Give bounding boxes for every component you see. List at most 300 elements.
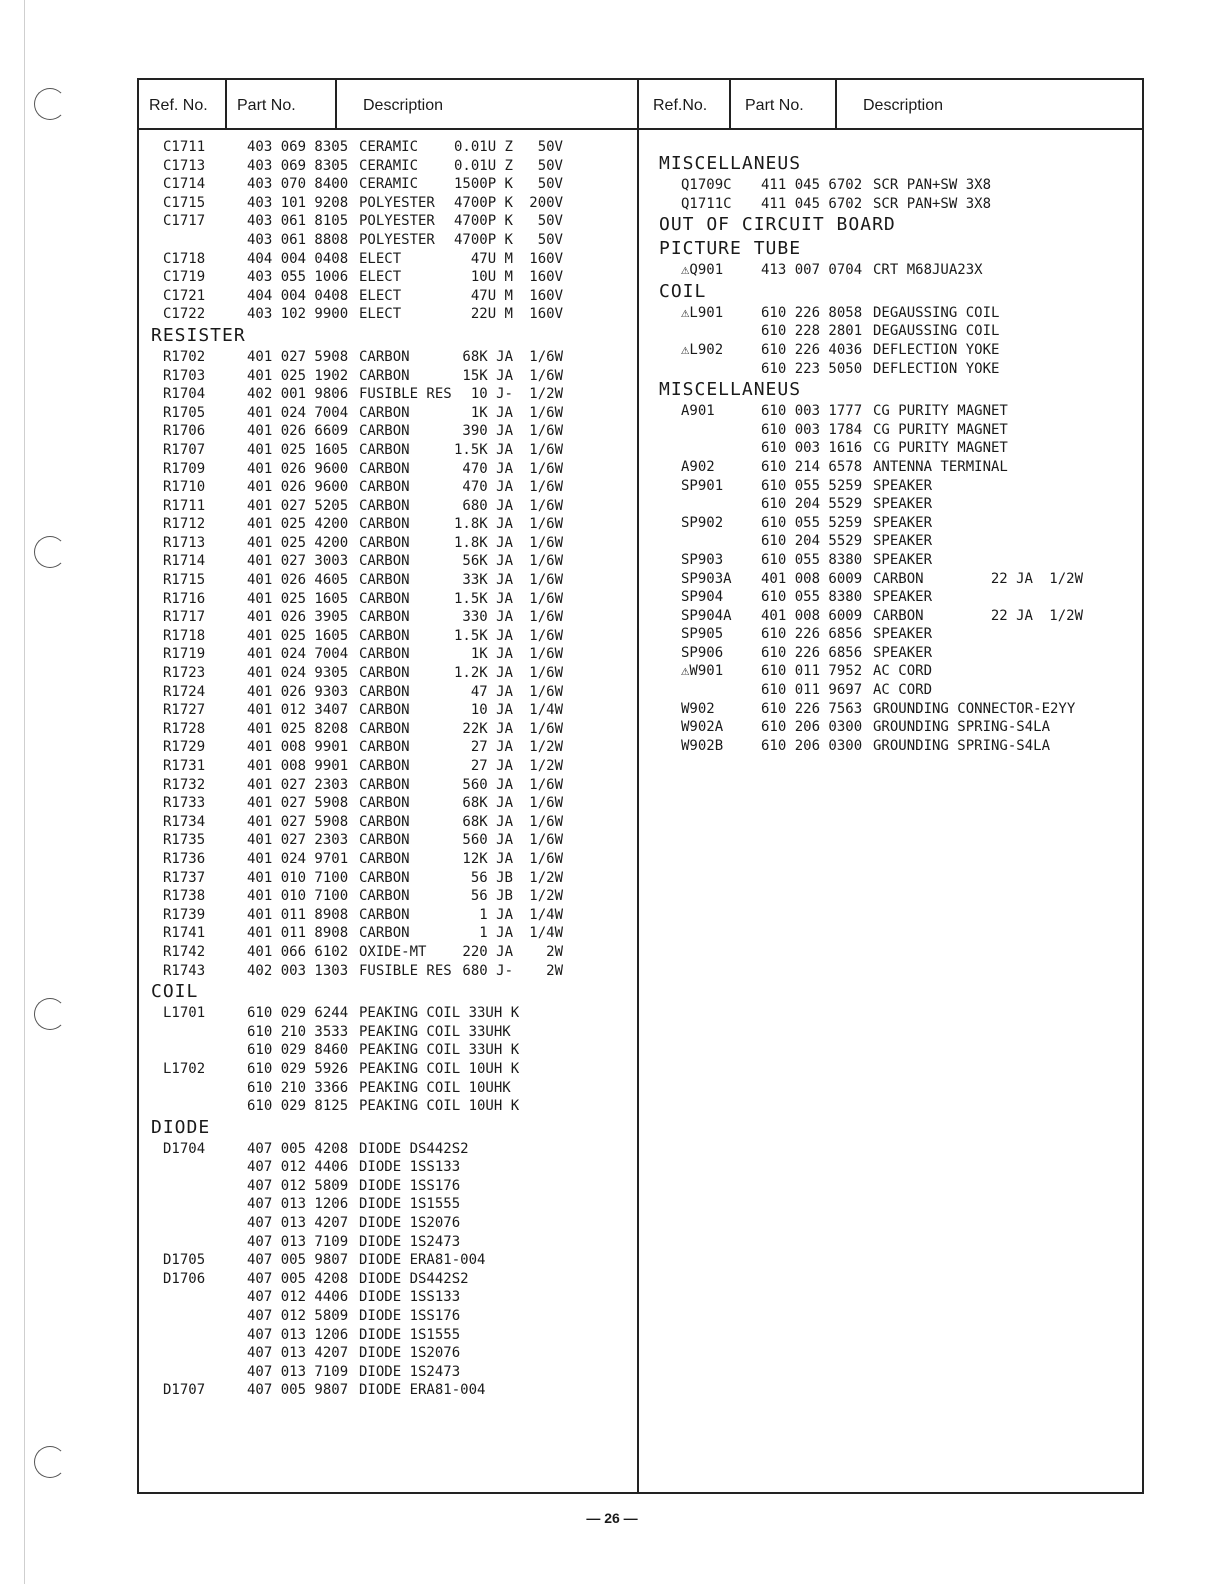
- description: CARBON: [359, 572, 410, 589]
- description: DIODE DS442S2: [359, 1140, 469, 1157]
- part-number: 401 027 2303: [247, 776, 349, 793]
- ref-number: R1734: [163, 813, 206, 830]
- description: POLYESTER: [359, 213, 435, 230]
- part-number: 403 102 9900: [247, 306, 349, 323]
- ref-number: C1722: [163, 306, 206, 323]
- rating: 50V: [537, 213, 563, 230]
- table-header: [139, 80, 1142, 130]
- description: DIODE 1S2076: [359, 1215, 461, 1232]
- list-item: [659, 588, 1139, 607]
- description: DIODE 1S2473: [359, 1363, 461, 1380]
- part-number: 403 069 8305: [247, 157, 349, 174]
- description: DIODE 1S1555: [359, 1326, 461, 1343]
- rating: 1/6W: [529, 832, 563, 849]
- value: 22 JA: [990, 570, 1033, 587]
- description: CARBON: [359, 888, 410, 905]
- description: DIODE ERA81-004: [359, 1382, 486, 1399]
- ref-number: SP902: [681, 514, 724, 531]
- punch-hole: [34, 536, 66, 568]
- section-heading: OUT OF CIRCUIT BOARD: [659, 214, 896, 236]
- part-number: 401 025 1605: [247, 441, 349, 458]
- list-item: [151, 1079, 631, 1098]
- list-item: [659, 360, 1139, 379]
- description: SPEAKER: [873, 496, 933, 513]
- value: 330 JA: [462, 609, 513, 626]
- value: 1 JA: [479, 925, 513, 942]
- part-number: 610 029 8125: [247, 1098, 349, 1115]
- list-item: [151, 701, 631, 720]
- rating: 50V: [537, 157, 563, 174]
- rating: 1/6W: [529, 479, 563, 496]
- description: SPEAKER: [873, 626, 933, 643]
- section-heading: PICTURE TUBE: [659, 238, 802, 260]
- ref-number: R1715: [163, 572, 206, 589]
- list-item: [151, 1214, 631, 1233]
- part-number: 407 012 5809: [247, 1308, 349, 1325]
- description: PEAKING COIL 33UH K: [359, 1005, 520, 1022]
- list-item: [151, 348, 631, 367]
- list-item: [151, 460, 631, 479]
- part-number: 401 025 1605: [247, 590, 349, 607]
- part-number: 610 055 5259: [761, 477, 863, 494]
- part-number: 401 026 4605: [247, 572, 349, 589]
- list-item: [659, 341, 1139, 360]
- value: 0.01U Z: [453, 157, 513, 174]
- ref-number: R1706: [163, 423, 206, 440]
- value: 680 J-: [462, 962, 513, 979]
- value: 22 JA: [990, 607, 1033, 624]
- description: CARBON: [359, 925, 410, 942]
- list-item: [151, 831, 631, 850]
- part-number: 413 007 0704: [761, 262, 863, 279]
- part-number: 401 010 7100: [247, 888, 349, 905]
- description: PEAKING COIL 10UH K: [359, 1098, 520, 1115]
- ref-number: R1702: [163, 348, 206, 365]
- list-item: [151, 1307, 631, 1326]
- list-item: [659, 681, 1139, 700]
- description: CARBON: [359, 739, 410, 756]
- list-item: [151, 1097, 631, 1116]
- part-number: 610 029 6244: [247, 1005, 349, 1022]
- description: CARBON: [359, 590, 410, 607]
- description: CARBON: [359, 367, 410, 384]
- part-number: 403 061 8105: [247, 213, 349, 230]
- value: 470 JA: [462, 479, 513, 496]
- part-number: 401 011 8908: [247, 906, 349, 923]
- ref-number: R1704: [163, 386, 206, 403]
- rating: 1/6W: [529, 683, 563, 700]
- value: 0.01U Z: [453, 139, 513, 155]
- part-number: 401 026 9303: [247, 683, 349, 700]
- list-item: [151, 1140, 631, 1159]
- list-item: [151, 1363, 631, 1382]
- value: 1 JA: [479, 906, 513, 923]
- section-heading: MISCELLANEUS: [659, 153, 802, 174]
- part-number: 401 025 1605: [247, 627, 349, 644]
- center-divider: [637, 80, 639, 1494]
- part-number: 403 101 9208: [247, 194, 349, 211]
- list-item: [151, 305, 631, 324]
- part-number: 610 204 5529: [761, 496, 863, 513]
- rating: 1/6W: [529, 441, 563, 458]
- list-item: [151, 813, 631, 832]
- list-item: [151, 1195, 631, 1214]
- rating: 1/6W: [529, 534, 563, 551]
- list-item: [151, 924, 631, 943]
- rating: 1/6W: [529, 460, 563, 477]
- ref-number: R1732: [163, 776, 206, 793]
- value: 1.2K JA: [453, 665, 513, 682]
- description: CARBON: [359, 832, 410, 849]
- value: 1.8K JA: [453, 516, 513, 533]
- ref-number: D1706: [163, 1270, 206, 1287]
- ref-number: R1733: [163, 795, 206, 812]
- list-item: [659, 322, 1139, 341]
- header-desc-left: Description: [363, 97, 444, 114]
- ref-number: D1704: [163, 1140, 206, 1157]
- list-item: [151, 515, 631, 534]
- description: PEAKING COIL 33UHK: [359, 1023, 511, 1040]
- list-item: [659, 625, 1139, 644]
- part-number: 401 008 6009: [761, 570, 863, 587]
- part-number: 401 024 7004: [247, 404, 349, 421]
- part-number: 401 008 9901: [247, 739, 349, 756]
- list-item: [659, 304, 1139, 323]
- description: SCR PAN+SW 3X8: [873, 195, 992, 212]
- list-item: [659, 439, 1139, 458]
- list-item: [151, 943, 631, 962]
- value: 15K JA: [462, 367, 513, 384]
- list-item: [151, 231, 631, 250]
- description: CARBON: [359, 683, 410, 700]
- ref-number: R1707: [163, 441, 206, 458]
- list-item: [659, 514, 1139, 533]
- ref-number: SP904A: [681, 607, 732, 624]
- ref-number: ⚠W901: [681, 663, 724, 680]
- list-item: [151, 404, 631, 423]
- value: 56 JB: [470, 869, 513, 886]
- value: 680 JA: [462, 497, 513, 514]
- part-number: 401 024 9305: [247, 665, 349, 682]
- right-parts-column: [659, 152, 1139, 755]
- description: SPEAKER: [873, 514, 933, 531]
- ref-number: R1712: [163, 516, 206, 533]
- part-number: 610 011 7952: [761, 663, 863, 680]
- ref-number: R1713: [163, 534, 206, 551]
- description: DIODE ERA81-004: [359, 1252, 486, 1269]
- list-item: [659, 662, 1139, 681]
- description: CG PURITY MAGNET: [873, 421, 1008, 438]
- part-number: 401 010 7100: [247, 869, 349, 886]
- description: CARBON: [359, 646, 410, 663]
- ref-number: R1729: [163, 739, 206, 756]
- part-number: 610 003 1777: [761, 403, 863, 420]
- list-item: [151, 534, 631, 553]
- section-heading: COIL: [659, 280, 707, 302]
- part-number: 401 066 6102: [247, 943, 349, 960]
- ref-number: R1703: [163, 367, 206, 384]
- description: POLYESTER: [359, 194, 435, 211]
- ref-number: C1715: [163, 194, 206, 211]
- rating: 1/6W: [529, 795, 563, 812]
- header-ref-left: Ref. No.: [149, 97, 208, 114]
- list-item: [151, 720, 631, 739]
- part-number: 401 025 4200: [247, 534, 349, 551]
- rating: 1/6W: [529, 553, 563, 570]
- header-divider: [729, 80, 731, 128]
- header-divider: [835, 80, 837, 128]
- rating: 1/6W: [529, 850, 563, 867]
- part-number: 610 226 4036: [761, 341, 863, 358]
- description: SCR PAN+SW 3X8: [873, 177, 992, 193]
- value: 56K JA: [462, 553, 513, 570]
- description: CARBON: [359, 758, 410, 774]
- part-number: 401 024 7004: [247, 646, 349, 663]
- part-number: 610 210 3533: [247, 1023, 349, 1040]
- part-number: 407 013 4207: [247, 1345, 349, 1362]
- rating: 2W: [546, 962, 563, 979]
- section-heading: RESISTER: [151, 324, 246, 346]
- part-number: 610 226 8058: [761, 304, 863, 321]
- value: 47 JA: [470, 683, 513, 700]
- ref-number: W902B: [681, 737, 724, 754]
- rating: 1/2W: [529, 888, 563, 905]
- ref-number: R1724: [163, 683, 206, 700]
- part-number: 403 055 1006: [247, 269, 349, 286]
- description: CRT M68JUA23X: [873, 262, 983, 279]
- ref-number: SP905: [681, 626, 724, 643]
- part-number: 610 029 8460: [247, 1042, 349, 1059]
- part-number: 610 223 5050: [761, 360, 863, 377]
- header-part-right: Part No.: [745, 97, 804, 114]
- list-item: [659, 551, 1139, 570]
- list-item: [151, 1004, 631, 1023]
- rating: 1/6W: [529, 348, 563, 365]
- part-number: 407 013 7109: [247, 1233, 349, 1250]
- list-item: [151, 157, 631, 176]
- ref-number: SP906: [681, 644, 724, 661]
- part-number: 407 013 1206: [247, 1196, 349, 1213]
- list-item: [151, 287, 631, 306]
- rating: 1/4W: [529, 925, 563, 942]
- description: GROUNDING CONNECTOR-E2YY: [873, 700, 1076, 717]
- list-item: [151, 1177, 631, 1196]
- ref-number: R1728: [163, 720, 206, 737]
- punch-hole: [34, 1446, 66, 1478]
- value: 1.5K JA: [453, 441, 513, 458]
- ref-number: C1717: [163, 213, 206, 230]
- list-item: [151, 1158, 631, 1177]
- rating: 1/2W: [529, 758, 563, 774]
- list-item: [151, 906, 631, 925]
- value: 470 JA: [462, 460, 513, 477]
- description: CERAMIC: [359, 157, 419, 174]
- part-number: 610 226 6856: [761, 644, 863, 661]
- description: CARBON: [359, 479, 410, 496]
- part-number: 401 008 9901: [247, 758, 349, 774]
- part-number: 404 004 0408: [247, 287, 349, 304]
- list-item: [151, 608, 631, 627]
- value: 1K JA: [470, 646, 513, 663]
- list-item: [151, 962, 631, 981]
- description: FUSIBLE RES: [359, 386, 452, 403]
- description: ELECT: [359, 250, 402, 267]
- list-item: [151, 757, 631, 776]
- left-parts-column: [151, 138, 631, 1400]
- part-number: 401 025 4200: [247, 516, 349, 533]
- rating: 160V: [529, 250, 563, 267]
- ref-number: R1714: [163, 553, 206, 570]
- list-item: [151, 138, 631, 157]
- description: CARBON: [359, 720, 410, 737]
- value: 22K JA: [462, 720, 513, 737]
- ref-number: R1738: [163, 888, 206, 905]
- ref-number: D1705: [163, 1252, 206, 1269]
- ref-number: R1741: [163, 925, 206, 942]
- header-part-left: Part No.: [237, 97, 296, 114]
- list-item: [659, 737, 1139, 756]
- part-number: 610 206 0300: [761, 719, 863, 736]
- rating: 160V: [529, 287, 563, 304]
- section-heading: COIL: [151, 981, 199, 1003]
- description: ANTENNA TERMINAL: [873, 458, 1008, 475]
- part-number: 401 027 5205: [247, 497, 349, 514]
- ref-number: R1718: [163, 627, 206, 644]
- part-number: 402 003 1303: [247, 962, 349, 979]
- ref-number: R1739: [163, 906, 206, 923]
- ref-number: C1718: [163, 250, 206, 267]
- list-item: [151, 1288, 631, 1307]
- description: DIODE 1SS133: [359, 1289, 461, 1306]
- list-item: [659, 458, 1139, 477]
- rating: 1/6W: [529, 813, 563, 830]
- ref-number: C1711: [163, 139, 206, 155]
- part-number: 610 003 1784: [761, 421, 863, 438]
- list-item: [151, 887, 631, 906]
- description: CARBON: [873, 607, 924, 624]
- rating: 1/6W: [529, 367, 563, 384]
- ref-number: Q1709C: [681, 177, 732, 193]
- list-item: [151, 552, 631, 571]
- rating: 1/4W: [529, 702, 563, 719]
- part-number: 610 003 1616: [761, 440, 863, 457]
- header-ref-right: Ref.No.: [653, 97, 708, 114]
- ref-number: R1710: [163, 479, 206, 496]
- rating: 1/2W: [529, 386, 563, 403]
- list-item: [151, 175, 631, 194]
- ref-number: D1707: [163, 1382, 206, 1399]
- part-number: 401 025 8208: [247, 720, 349, 737]
- description: DEGAUSSING COIL: [873, 304, 1000, 321]
- rating: 1/6W: [529, 627, 563, 644]
- description: PEAKING COIL 10UHK: [359, 1079, 511, 1096]
- list-item: [151, 776, 631, 795]
- list-item: [151, 250, 631, 269]
- part-number: 610 226 6856: [761, 626, 863, 643]
- description: SPEAKER: [873, 644, 933, 661]
- description: SPEAKER: [873, 589, 933, 606]
- ref-number: R1736: [163, 850, 206, 867]
- value: 56 JB: [470, 888, 513, 905]
- part-number: 407 005 9807: [247, 1252, 349, 1269]
- description: DEFLECTION YOKE: [873, 360, 1000, 377]
- description: CARBON: [359, 404, 410, 421]
- part-number: 610 011 9697: [761, 682, 863, 699]
- part-number: 610 055 8380: [761, 551, 863, 568]
- description: DIODE 1SS176: [359, 1308, 461, 1325]
- list-item: [659, 402, 1139, 421]
- description: PEAKING COIL 33UH K: [359, 1042, 520, 1059]
- ref-number: R1711: [163, 497, 206, 514]
- ref-number: ⚠L902: [681, 341, 724, 358]
- description: CARBON: [359, 850, 410, 867]
- part-number: 407 005 4208: [247, 1270, 349, 1287]
- header-divider: [225, 80, 227, 128]
- list-item: [659, 261, 1139, 280]
- part-number: 610 029 5926: [247, 1060, 349, 1077]
- list-item: [659, 421, 1139, 440]
- list-item: [151, 794, 631, 813]
- part-number: 610 055 5259: [761, 514, 863, 531]
- part-number: 403 070 8400: [247, 176, 349, 193]
- part-number: 403 069 8305: [247, 139, 349, 155]
- ref-number: C1714: [163, 176, 206, 193]
- part-number: 401 027 5908: [247, 795, 349, 812]
- value: 1.5K JA: [453, 590, 513, 607]
- value: 1.8K JA: [453, 534, 513, 551]
- description: DIODE 1SS133: [359, 1159, 461, 1176]
- description: AC CORD: [873, 682, 933, 699]
- list-item: [151, 850, 631, 869]
- ref-number: SP904: [681, 589, 724, 606]
- rating: 1/4W: [529, 906, 563, 923]
- parts-list-table: [137, 78, 1144, 1494]
- rating: 1/6W: [529, 404, 563, 421]
- description: CARBON: [359, 497, 410, 514]
- description: OXIDE-MT: [359, 943, 427, 960]
- description: CARBON: [359, 869, 410, 886]
- rating: 1/6W: [529, 516, 563, 533]
- value: 47U M: [470, 250, 513, 267]
- ref-number: SP903: [681, 551, 724, 568]
- part-number: 407 013 4207: [247, 1215, 349, 1232]
- list-item: [659, 495, 1139, 514]
- list-item: [151, 1344, 631, 1363]
- part-number: 610 210 3366: [247, 1079, 349, 1096]
- punch-hole: [34, 88, 66, 120]
- description: CARBON: [359, 609, 410, 626]
- list-item: [151, 422, 631, 441]
- description: CARBON: [359, 553, 410, 570]
- list-item: [151, 212, 631, 231]
- part-number: 404 004 0408: [247, 250, 349, 267]
- rating: 1/6W: [529, 423, 563, 440]
- description: CG PURITY MAGNET: [873, 440, 1008, 457]
- part-number: 411 045 6702: [761, 177, 863, 193]
- value: 47U M: [470, 287, 513, 304]
- ref-number: ⚠L901: [681, 304, 724, 321]
- rating: 160V: [529, 306, 563, 323]
- description: SPEAKER: [873, 477, 933, 494]
- part-number: 411 045 6702: [761, 195, 863, 212]
- list-item: [151, 367, 631, 386]
- description: CERAMIC: [359, 139, 419, 155]
- list-item: [151, 571, 631, 590]
- ref-number: R1737: [163, 869, 206, 886]
- ref-number: R1723: [163, 665, 206, 682]
- value: 68K JA: [462, 348, 513, 365]
- ref-number: R1705: [163, 404, 206, 421]
